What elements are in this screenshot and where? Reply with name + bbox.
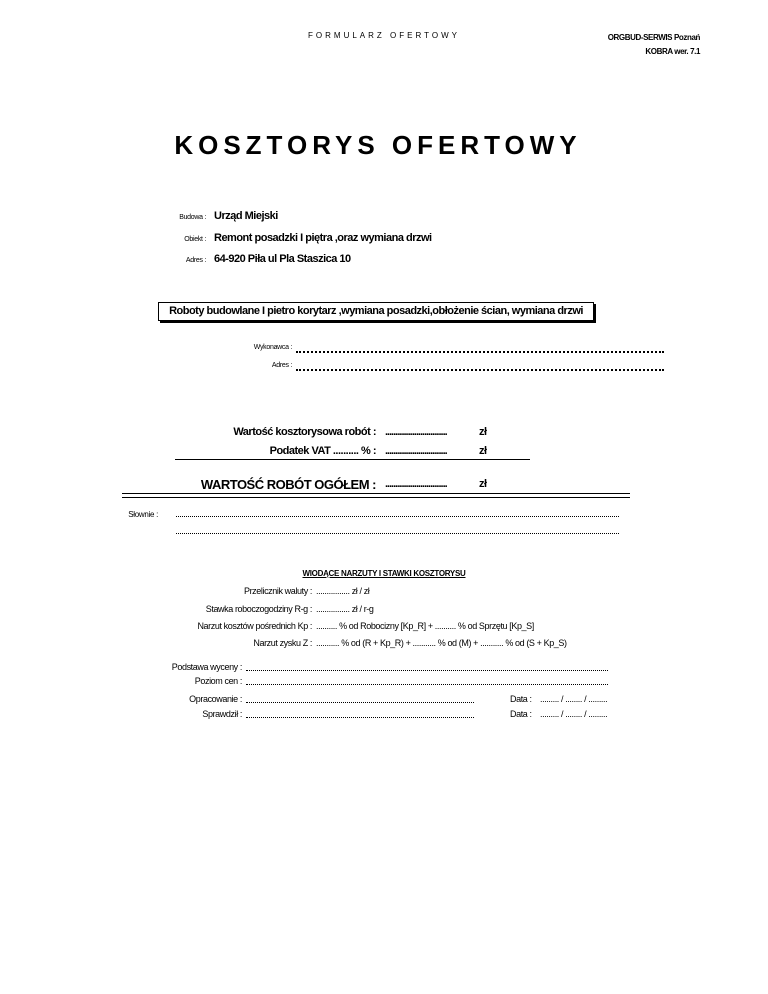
- obiekt-value: Remont posadzki I piętra ,oraz wymiana drzwi: [214, 232, 432, 244]
- kp-value: .......... % od Robocizny [Kp_R] + .......... % od Sprzętu [Kp_S]: [316, 621, 534, 631]
- sprawdzil-data-label: Data :: [510, 709, 532, 719]
- divider-line: [175, 459, 530, 460]
- scope-box: Roboty budowlane I pietro korytarz ,wymiana posadzki,obłożenie ścian, wymiana drzwi: [158, 302, 594, 321]
- stawka-label: Stawka roboczogodziny R-g :: [205, 604, 312, 614]
- wykonawca-dotline: [296, 351, 664, 353]
- form-title: FORMULARZ OFERTOWY: [308, 31, 460, 40]
- obiekt-label: Obiekt :: [184, 236, 206, 243]
- sprawdzil-dotline: [246, 717, 474, 718]
- software-version: KOBRA wer. 7.1: [645, 47, 700, 56]
- wykonawca-label: Wykonawca :: [253, 344, 292, 351]
- adres-label: Adres :: [185, 257, 206, 264]
- przelicznik-label: Przelicznik waluty :: [243, 586, 312, 596]
- contractor-adres-label: Adres :: [271, 362, 292, 369]
- sprawdzil-data-value: ......... / ........ / .........: [540, 709, 608, 719]
- poziom-dotline: [246, 684, 608, 685]
- rates-section-title: WIODĄCE NARZUTY I STAWKI KOSZTORYSU: [302, 569, 466, 578]
- total-label: WARTOŚĆ ROBÓT OGÓŁEM :: [200, 477, 376, 492]
- slownie-label: Słownie :: [128, 510, 158, 519]
- sprawdzil-label: Sprawdził :: [202, 709, 242, 719]
- wartosc-dots: ..............................: [385, 426, 447, 438]
- contractor-adres-dotline: [296, 369, 664, 371]
- poziom-label: Poziom cen :: [194, 676, 242, 686]
- total-dots: ..............................: [385, 478, 447, 490]
- opracowanie-data-value: ......... / ........ / .........: [540, 694, 608, 704]
- total-unit: zł: [479, 478, 487, 490]
- vat-dots: ..............................: [385, 445, 447, 457]
- opracowanie-dotline: [246, 702, 474, 703]
- company-name: ORGBUD-SERWIS Poznań: [607, 33, 700, 42]
- slownie-dotline-2: [176, 533, 619, 534]
- wartosc-unit: zł: [479, 426, 487, 438]
- kp-label: Narzut kosztów pośrednich Kp :: [197, 621, 312, 631]
- vat-unit: zł: [479, 445, 487, 457]
- stawka-value: ................ zł / r-g: [316, 604, 374, 614]
- vat-label: Podatek VAT .......... % :: [269, 445, 376, 457]
- opracowanie-data-label: Data :: [510, 694, 532, 704]
- opracowanie-label: Opracowanie :: [189, 694, 242, 704]
- przelicznik-value: ................ zł / zł: [316, 586, 370, 596]
- header-meta: [608, 31, 700, 59]
- budowa-label: Budowa :: [179, 214, 206, 221]
- podstawa-dotline: [246, 670, 608, 671]
- z-value: ........... % od (R + Kp_R) + ........... % od (M) + ........... % od (S + Kp_S): [316, 638, 567, 648]
- adres-value: 64-920 Piła ul Pla Staszica 10: [214, 253, 351, 265]
- double-line-top: [122, 493, 630, 494]
- budowa-value: Urząd Miejski: [214, 210, 278, 222]
- z-label: Narzut zysku Z :: [253, 638, 312, 648]
- page-title: KOSZTORYS OFERTOWY: [174, 130, 582, 160]
- podstawa-label: Podstawa wyceny :: [171, 662, 242, 672]
- double-line-bottom: [122, 497, 630, 498]
- wartosc-label: Wartość kosztorysowa robót :: [233, 426, 376, 438]
- slownie-dotline-1: [176, 516, 619, 517]
